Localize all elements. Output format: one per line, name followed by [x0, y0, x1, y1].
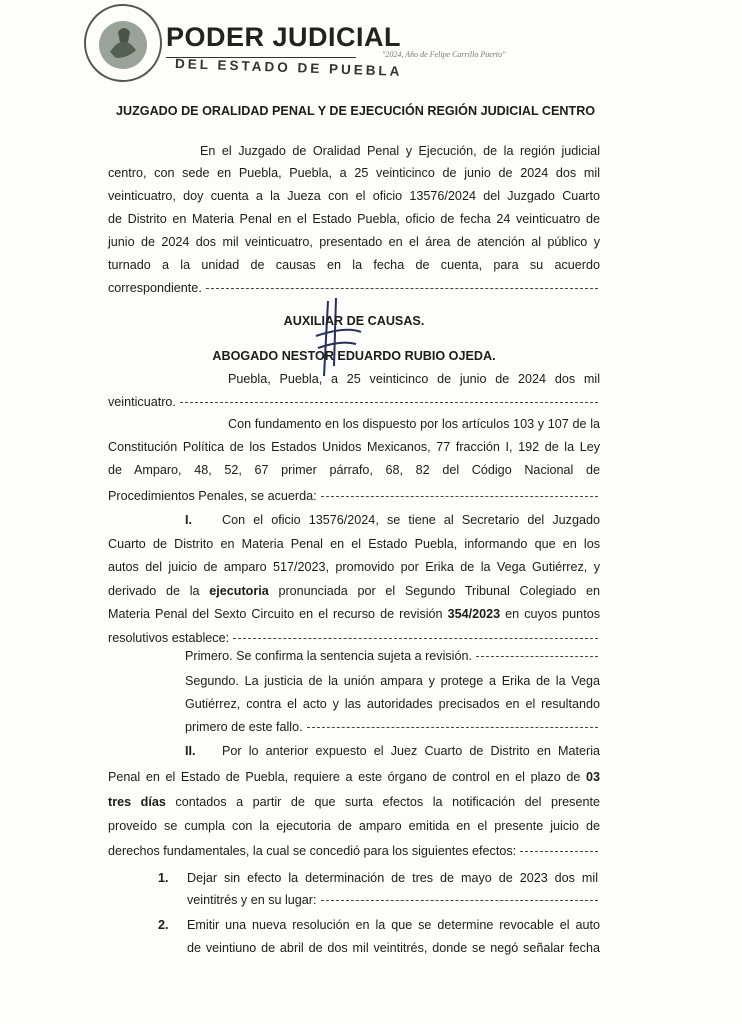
dashed-leader [206, 288, 598, 289]
document-line [228, 372, 600, 386]
document-line [108, 281, 598, 295]
item-number: I. [185, 513, 192, 527]
item-number: 1. [158, 871, 169, 885]
document-line [108, 631, 598, 645]
bold-text: ejecutoria [209, 584, 269, 598]
line-text [185, 649, 472, 663]
line-text [108, 189, 600, 203]
text-segment: Primero. Se confirma la sentencia sujeta a revisión. [185, 649, 472, 663]
text-segment: correspondiente. [108, 281, 202, 295]
text-segment: derivado de la [108, 584, 210, 598]
text-segment: Emitir una nueva resolución en la que se determine revocable el auto [187, 918, 600, 932]
line-text [187, 893, 317, 907]
line-text [108, 631, 229, 645]
line-text [108, 560, 600, 574]
item-number: 2. [158, 918, 169, 932]
line-text [108, 463, 600, 477]
text-segment: veinticuatro. [108, 395, 176, 409]
bold-text: ABOGADO NESTOR EDUARDO RUBIO OJEDA. [212, 349, 496, 363]
document-line [228, 417, 600, 431]
bold-text: JUZGADO DE ORALIDAD PENAL Y DE EJECUCIÓN REGIÓN JUDICIAL CENTRO [116, 104, 596, 118]
line-text [108, 258, 600, 272]
coat-of-arms-seal [82, 2, 164, 84]
dashed-leader [321, 900, 599, 901]
bold-text: AUXILIAR DE CAUSAS. [283, 314, 425, 328]
text-segment: pronunciada por el Segundo Tribunal Colegiado en [268, 584, 600, 598]
line-text [108, 819, 600, 833]
document-line [108, 166, 600, 180]
text-segment: primero de este fallo. [185, 720, 303, 734]
document-line [185, 720, 598, 734]
document-line [108, 819, 600, 833]
line-text [116, 104, 595, 118]
line-text [108, 795, 600, 809]
document-line [108, 349, 600, 363]
line-text [108, 166, 600, 180]
text-segment: Procedimientos Penales, se acuerda: [108, 489, 317, 503]
document-line [185, 674, 600, 688]
text-segment: veinticuatro, doy cuenta a la Jueza con el oficio 13576/2024 del Juzgado Cuarto [108, 189, 600, 203]
text-segment: Gutiérrez, contra el acto y las autoridades precisados en el resultando [185, 697, 600, 711]
text-segment: Con el oficio 13576/2024, se tiene al Secretario del Juzgado [222, 513, 600, 527]
bold-text: 354/2023 [447, 607, 501, 621]
line-text [187, 941, 600, 955]
bold-text: tres días [108, 795, 166, 809]
line-text [185, 697, 600, 711]
text-segment: centro, con sede en Puebla, Puebla, a 25 veinticinco de junio de 2024 dos mil [108, 166, 600, 180]
text-segment: Penal en el Estado de Puebla, requiere a este órgano de control en el plazo de [108, 770, 586, 784]
text-segment: veintitrés y en su lugar: [187, 893, 317, 907]
document-line [108, 314, 600, 328]
line-text [108, 489, 317, 503]
document-line [187, 871, 598, 885]
text-segment: En el Juzgado de Oralidad Penal y Ejecución, de la región judicial [200, 144, 600, 158]
line-text [200, 144, 600, 158]
text-segment: derechos fundamentales, la cual se concedió para los siguientes efectos: [108, 844, 517, 858]
year-motto: "2024, Año de Felipe Carrillo Puerto" [382, 50, 506, 59]
line-text [212, 349, 495, 363]
document-line [108, 770, 600, 784]
court-heading [116, 104, 598, 118]
text-segment: autos del juicio de amparo 517/2023, promovido por Erika de la Vega Gutiérrez, y [108, 560, 600, 574]
dashed-leader [321, 496, 598, 497]
document-line [187, 893, 598, 907]
line-text [185, 720, 303, 734]
document-line [108, 489, 598, 503]
line-text [108, 584, 600, 598]
line-text [108, 395, 176, 409]
document-line [187, 918, 600, 932]
text-segment: contados a partir de que surta efectos la notificación del presente [165, 795, 600, 809]
line-text [108, 235, 600, 249]
line-text [228, 372, 600, 386]
document-line [108, 537, 600, 551]
text-segment: de veintiuno de abril de dos mil veintitrés, donde se negó señalar fecha [187, 941, 600, 955]
line-text [108, 440, 600, 454]
line-text [108, 607, 600, 621]
line-text [228, 417, 600, 431]
line-text [108, 212, 600, 226]
document-line [222, 513, 600, 527]
text-segment: Dejar sin efecto la determinación de tres de mayo de 2023 dos mil [187, 871, 598, 885]
line-text [187, 918, 600, 932]
dashed-leader [180, 402, 598, 403]
text-segment: en cuyos puntos [500, 607, 600, 621]
brand-subtitle: DEL ESTADO DE PUEBLA [174, 56, 403, 79]
bold-text: 03 [585, 770, 600, 784]
text-segment: Por lo anterior expuesto el Juez Cuarto de Distrito en Materia [222, 744, 600, 758]
text-segment: proveído se cumpla con la ejecutoria de amparo emitida en el presente juicio de [108, 819, 600, 833]
document-line [108, 560, 600, 574]
line-text [222, 744, 600, 758]
text-segment: de Distrito en Materia Penal en el Estado Puebla, oficio de fecha 24 veinticuatro de [108, 212, 600, 226]
text-segment: Puebla, Puebla, a 25 veinticinco de junio de 2024 dos mil [228, 372, 600, 386]
text-segment: Segundo. La justicia de la unión ampara y protege a Erika de la Vega [185, 674, 600, 688]
text-segment: junio de 2024 dos mil veinticuatro, presentado en el área de atención al público y [108, 235, 600, 249]
document-line [108, 235, 600, 249]
text-segment: Cuarto de Distrito en Materia Penal en el Estado Puebla, informando que en los [108, 537, 600, 551]
line-text [284, 314, 425, 328]
document-line [108, 463, 600, 477]
line-text [108, 281, 202, 295]
document-line [108, 189, 600, 203]
text-segment: de Amparo, 48, 52, 67 primer párrafo, 68, 82 del Código Nacional de [108, 463, 600, 477]
text-segment: Constitución Política de los Estados Unidos Mexicanos, 77 fracción I, 192 de la Ley [108, 440, 600, 454]
document-line [108, 395, 598, 409]
line-text [108, 537, 600, 551]
document-line [185, 649, 598, 663]
document-line [187, 941, 600, 955]
line-text [108, 844, 516, 858]
text-segment: Materia Penal del Sexto Circuito en el recurso de revisión [108, 607, 448, 621]
line-text [187, 871, 598, 885]
dashed-leader [233, 638, 598, 639]
document-line [222, 744, 600, 758]
document-line [185, 697, 600, 711]
line-text [108, 770, 600, 784]
item-number: II. [185, 744, 196, 758]
text-segment: turnado a la unidad de causas en la fecha de cuenta, para su acuerdo [108, 258, 600, 272]
text-segment: Con fundamento en los dispuesto por los artículos 103 y 107 de la [228, 417, 600, 431]
brand-title: PODER JUDICIAL [166, 22, 402, 52]
document-line [108, 795, 600, 809]
document-line [108, 258, 600, 272]
document-line [200, 144, 600, 158]
document-line [108, 844, 598, 858]
document-line [108, 212, 600, 226]
document-line [108, 607, 600, 621]
dashed-leader [476, 656, 598, 657]
document-line [108, 440, 600, 454]
text-segment: resolutivos establece: [108, 631, 230, 645]
document-line [108, 584, 600, 598]
line-text [222, 513, 600, 527]
line-text [185, 674, 600, 688]
dashed-leader [520, 851, 598, 852]
dashed-leader [307, 727, 598, 728]
